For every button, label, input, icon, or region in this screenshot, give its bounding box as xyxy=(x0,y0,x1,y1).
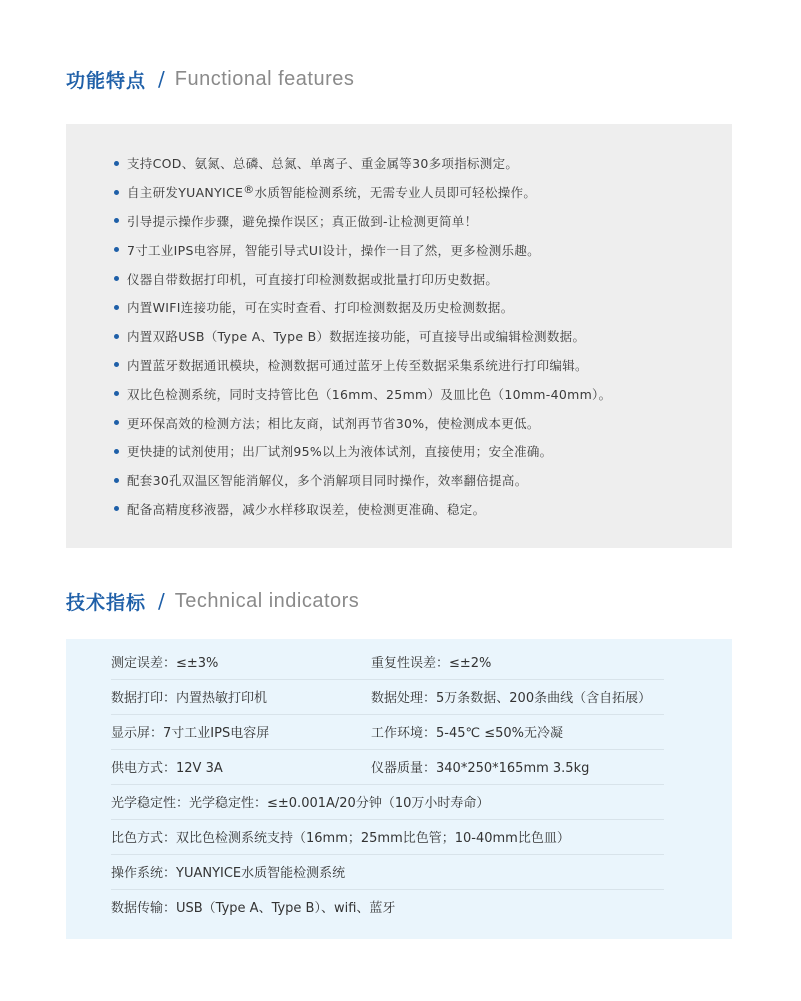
feature-item: 配套30孔双温区智能消解仪，多个消解项目同时操作，效率翻倍提高。 xyxy=(114,466,724,495)
feature-item: 引导提示操作步骤，避免操作误区；真正做到-让检测更简单！ xyxy=(114,207,724,236)
spec-repeatability-error: 重复性误差：≤±2% xyxy=(371,656,492,671)
features-panel xyxy=(66,124,732,548)
features-title-en: Functional features xyxy=(174,67,355,90)
bullet-dot-icon xyxy=(114,247,119,252)
bullet-dot-icon xyxy=(114,218,119,223)
spec-instrument-weight: 仪器质量：340*250*165mm 3.5kg xyxy=(371,761,590,776)
tech-title-en: Technical indicators xyxy=(174,589,360,612)
bullet-dot-icon xyxy=(114,305,119,310)
spec-colorimetric-method: 比色方式：双比色检测系统支持（16mm；25mm比色管；10-40mm比色皿） xyxy=(111,831,570,846)
bullet-dot-icon xyxy=(114,391,119,396)
feature-item: 更快捷的试剂使用；出厂试剂95%以上为液体试剂，直接使用；安全准确。 xyxy=(114,437,724,466)
feature-item: 内置蓝牙数据通讯模块，检测数据可通过蓝牙上传至数据采集系统进行打印编辑。 xyxy=(114,351,724,380)
tech-specs-panel xyxy=(66,639,732,939)
feature-item: 双比色检测系统，同时支持管比色（16mm、25mm）及皿比色（10mm-40mm）。 xyxy=(114,379,724,408)
spec-row xyxy=(111,749,664,785)
features-section-title xyxy=(66,64,354,94)
feature-item: 7寸工业IPS电容屏，智能引导式UI设计，操作一目了然，更多检测乐趣。 xyxy=(114,235,724,264)
spec-row xyxy=(111,644,664,680)
bullet-dot-icon xyxy=(114,506,119,511)
spec-row xyxy=(111,784,664,820)
spec-data-transmission: 数据传输：USB（Type A、Type B）、wifi、蓝牙 xyxy=(111,901,396,916)
spec-row xyxy=(111,889,664,924)
spec-data-processing: 数据处理：5万条数据、200条曲线（含自拓展） xyxy=(371,691,652,706)
feature-item: 更环保高效的检测方法；相比友商，试剂再节省30%，使检测成本更低。 xyxy=(114,408,724,437)
bullet-dot-icon xyxy=(114,334,119,339)
bullet-dot-icon xyxy=(114,420,119,425)
bullet-dot-icon xyxy=(114,449,119,454)
feature-item: 内置WIFI连接功能，可在实时查看、打印检测数据及历史检测数据。 xyxy=(114,293,724,322)
feature-item: 支持COD、氨氮、总磷、总氮、单离子、重金属等30多项指标测定。 xyxy=(114,149,724,178)
spec-data-printing: 数据打印：内置热敏打印机 xyxy=(111,691,268,706)
spec-measurement-error: 测定误差：≤±3% xyxy=(111,656,219,671)
spec-working-environment: 工作环境：5-45℃ ≤50%无冷凝 xyxy=(371,726,564,741)
spec-operating-system: 操作系统：YUANYICE水质智能检测系统 xyxy=(111,866,346,881)
title-divider-slash: / xyxy=(158,589,165,613)
feature-item: 仪器自带数据打印机，可直接打印检测数据或批量打印历史数据。 xyxy=(114,264,724,293)
spec-display: 显示屏：7寸工业IPS电容屏 xyxy=(111,726,270,741)
features-list xyxy=(114,149,724,523)
bullet-dot-icon xyxy=(114,276,119,281)
bullet-dot-icon xyxy=(114,161,119,166)
spec-row xyxy=(111,714,664,750)
bullet-dot-icon xyxy=(114,362,119,367)
bullet-dot-icon xyxy=(114,478,119,483)
tech-title-zh: 技术指标 xyxy=(66,591,147,614)
features-title-zh: 功能特点 xyxy=(66,69,147,92)
spec-optical-stability: 光学稳定性：光学稳定性：≤±0.001A/20分钟（10万小时寿命） xyxy=(111,796,490,811)
spec-row xyxy=(111,819,664,855)
spec-power-supply: 供电方式：12V 3A xyxy=(111,761,223,776)
feature-item: 自主研发YUANYICE ® 水质智能检测系统，无需专业人员即可轻松操作。 xyxy=(114,178,724,207)
title-divider-slash: / xyxy=(158,67,165,91)
tech-section-title xyxy=(66,586,359,616)
spec-row xyxy=(111,854,664,890)
bullet-dot-icon xyxy=(114,190,119,195)
spec-row xyxy=(111,679,664,715)
feature-item: 内置双路USB（Type A、Type B）数据连接功能，可直接导出或编辑检测数据。 xyxy=(114,322,724,351)
feature-item: 配备高精度移液器，减少水样移取误差，使检测更准确、稳定。 xyxy=(114,495,724,524)
